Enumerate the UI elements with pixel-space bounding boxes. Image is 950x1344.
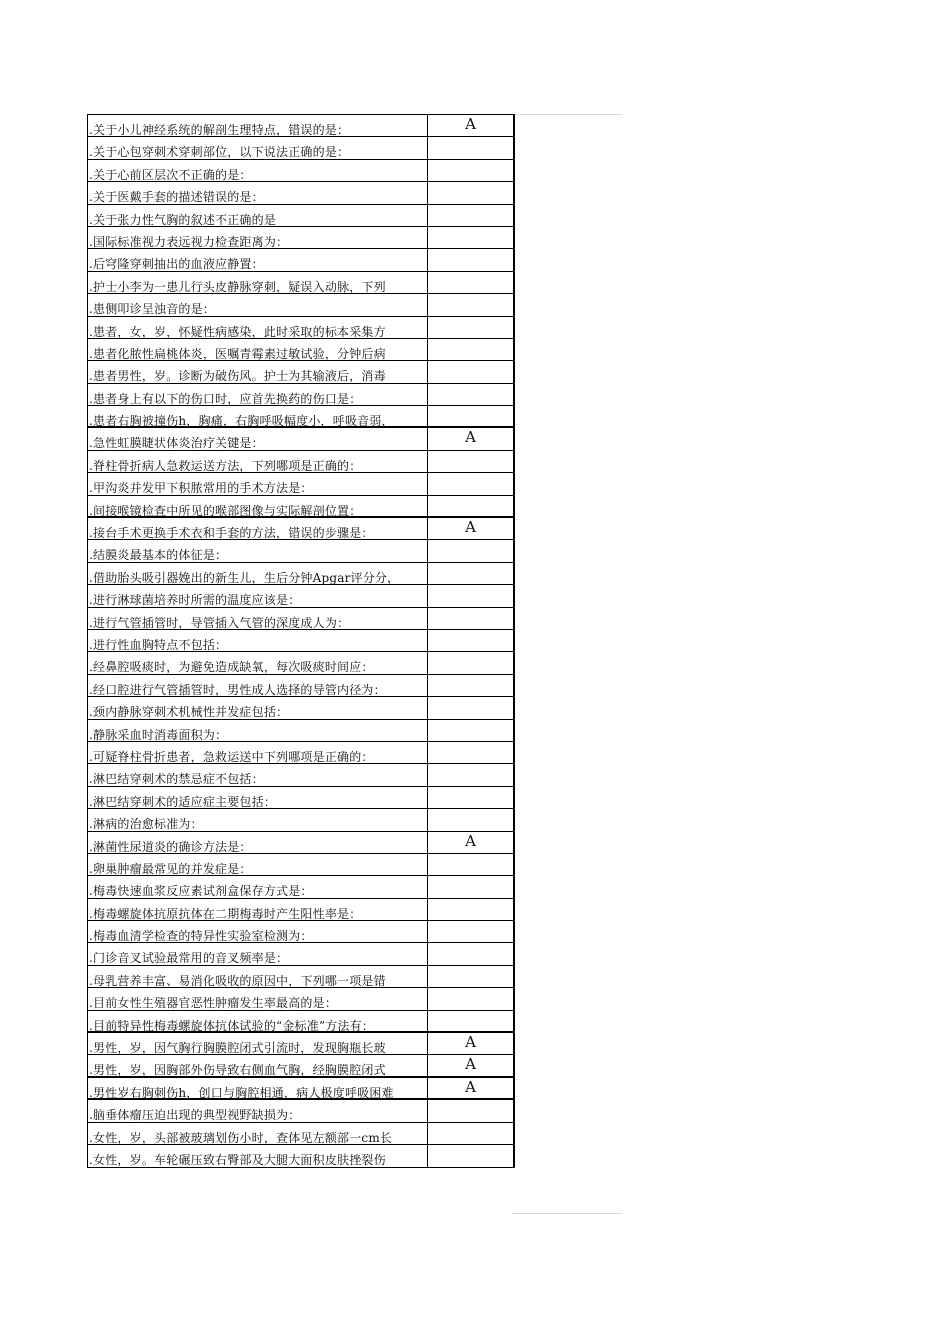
question-table [87, 114, 515, 1168]
table-row[interactable] [88, 787, 513, 809]
answer-cell[interactable] [428, 563, 513, 584]
question-cell[interactable]: .关于张力性气胸的叙述不正确的是 [88, 205, 428, 226]
answer-cell[interactable] [428, 1123, 513, 1144]
question-cell[interactable]: .卵巢肿瘤最常见的并发症是： [88, 854, 428, 875]
question-cell[interactable]: .梅毒血清学检查的特异性实验室检测为： [88, 921, 428, 942]
answer-cell[interactable] [428, 317, 513, 338]
question-cell[interactable]: .脊柱骨折病人急救运送方法，下列哪项是正确的： [88, 451, 428, 472]
answer-cell[interactable] [428, 473, 513, 494]
table-row[interactable] [88, 451, 513, 473]
table-row[interactable] [88, 854, 513, 876]
question-cell[interactable]: .母乳营养丰富、易消化吸收的原因中，下列哪一项是错 [88, 966, 428, 987]
question-cell[interactable]: .男性岁右胸刺伤h，创口与胸腔相通，病人极度呼吸困难 [88, 1078, 428, 1098]
answer-cell[interactable] [428, 943, 513, 964]
answer-cell[interactable] [428, 697, 513, 718]
table-row[interactable] [88, 294, 513, 316]
question-cell[interactable]: .可疑脊柱骨折患者，急救运送中下列哪项是正确的： [88, 742, 428, 763]
answer-cell[interactable] [428, 1011, 513, 1031]
question-cell[interactable]: .患者右胸被撞伤h，胸痛，右胸呼吸幅度小，呼吸音弱， [88, 406, 428, 426]
table-row[interactable] [88, 1033, 513, 1055]
answer-cell[interactable] [428, 1100, 513, 1121]
answer-cell[interactable] [428, 1145, 513, 1167]
question-cell[interactable]: .女性，岁。车轮碾压致右臀部及大腿大面积皮肤挫裂伤 [88, 1145, 428, 1167]
answer-cell[interactable] [428, 921, 513, 942]
table-row[interactable] [88, 608, 513, 630]
table-row[interactable] [88, 227, 513, 249]
answer-cell[interactable] [428, 720, 513, 741]
answer-cell[interactable]: A [465, 1055, 476, 1074]
answer-cell[interactable]: A [465, 1077, 476, 1096]
table-row[interactable] [88, 1100, 513, 1122]
answer-cell[interactable] [428, 496, 513, 516]
answer-cell[interactable] [428, 540, 513, 561]
question-cell[interactable]: .经鼻腔吸痰时，为避免造成缺氧，每次吸痰时间应： [88, 652, 428, 673]
answer-cell[interactable] [428, 384, 513, 405]
table-row[interactable] [88, 182, 513, 204]
table-row[interactable] [88, 205, 513, 227]
table-row[interactable] [88, 988, 513, 1010]
question-cell[interactable]: .男性，岁，因胸部外伤导致右侧血气胸，经胸膜腔闭式 [88, 1055, 428, 1075]
question-cell[interactable]: .借助胎头吸引器娩出的新生儿，生后分钟Apgar评分分， [88, 563, 428, 584]
answer-cell[interactable] [428, 787, 513, 808]
answer-cell[interactable] [428, 854, 513, 875]
question-cell[interactable]: .患者身上有以下的伤口时，应首先换药的伤口是： [88, 384, 428, 405]
table-row[interactable] [88, 652, 513, 674]
question-cell[interactable]: .间接喉镜检查中所见的喉部图像与实际解剖位置： [88, 496, 428, 516]
question-cell[interactable]: .经口腔进行气管插管时，男性成人选择的导管内径为： [88, 675, 428, 696]
question-cell[interactable]: .患者男性，岁。诊断为破伤风。护士为其输液后，消毒 [88, 361, 428, 382]
question-cell[interactable]: .进行性血胸特点不包括： [88, 630, 428, 651]
answer-cell[interactable] [428, 966, 513, 987]
answer-cell[interactable] [428, 406, 513, 426]
answer-cell[interactable] [428, 294, 513, 315]
question-cell[interactable]: .淋病的治愈标准为： [88, 809, 428, 830]
sheet-gridline-bottom [512, 1213, 622, 1214]
question-cell[interactable]: .关于小儿神经系统的解剖生理特点，错误的是： [88, 115, 428, 136]
table-row[interactable] [88, 428, 513, 450]
answer-cell[interactable] [428, 899, 513, 920]
question-cell[interactable]: .患者，女，岁，怀疑性病感染，此时采取的标本采集方 [88, 317, 428, 338]
question-cell[interactable]: .患侧叩诊呈浊音的是： [88, 294, 428, 315]
question-cell[interactable]: .门诊音叉试验最常用的音叉频率是： [88, 943, 428, 964]
answer-cell[interactable] [428, 988, 513, 1009]
table-row[interactable] [88, 809, 513, 831]
table-row[interactable] [88, 899, 513, 921]
question-cell[interactable]: .梅毒螺旋体抗原抗体在二期梅毒时产生阳性率是： [88, 899, 428, 920]
question-cell[interactable]: .目前女性生殖器官恶性肿瘤发生率最高的是： [88, 988, 428, 1009]
question-cell[interactable]: .关于心包穿刺术穿刺部位，以下说法正确的是： [88, 137, 428, 158]
table-row[interactable] [88, 1145, 513, 1167]
question-cell[interactable]: .女性，岁，头部被玻璃划伤小时，查体见左额部一cm长 [88, 1123, 428, 1144]
answer-cell[interactable] [428, 630, 513, 651]
question-cell[interactable]: .脑垂体瘤压迫出现的典型视野缺损为： [88, 1100, 428, 1121]
answer-cell[interactable] [428, 675, 513, 696]
table-row[interactable] [88, 630, 513, 652]
answer-cell[interactable] [428, 137, 513, 158]
question-cell[interactable]: .淋巴结穿刺术的禁忌症不包括： [88, 764, 428, 785]
table-row[interactable] [88, 742, 513, 764]
table-row[interactable] [88, 473, 513, 495]
answer-cell[interactable] [428, 205, 513, 226]
answer-cell[interactable]: A [465, 831, 476, 850]
table-row[interactable] [88, 1078, 513, 1100]
answer-cell[interactable] [428, 652, 513, 673]
question-cell[interactable]: .护士小李为一患儿行头皮静脉穿刺，疑误入动脉，下列 [88, 272, 428, 293]
question-cell[interactable]: .患者化脓性扁桃体炎，医嘱青霉素过敏试验，分钟后病 [88, 339, 428, 360]
table-row[interactable] [88, 876, 513, 898]
answer-cell[interactable] [428, 249, 513, 270]
answer-cell[interactable] [428, 361, 513, 382]
question-cell[interactable]: .男性，岁，因气胸行胸膜腔闭式引流时，发现胸瓶长玻 [88, 1033, 428, 1054]
question-cell[interactable]: .目前特异性梅毒螺旋体抗体试验的“金标准”方法有： [88, 1011, 428, 1031]
question-cell[interactable]: .接台手术更换手术衣和手套的方法，错误的步骤是： [88, 518, 428, 539]
question-cell[interactable]: .进行气管插管时，导管插入气管的深度成人为： [88, 608, 428, 629]
table-row[interactable] [88, 966, 513, 988]
answer-cell[interactable] [428, 451, 513, 472]
question-cell[interactable]: .梅毒快速血浆反应素试剂盒保存方式是： [88, 876, 428, 897]
table-row[interactable] [88, 832, 513, 854]
table-row[interactable] [88, 720, 513, 742]
answer-cell[interactable]: A [465, 1033, 476, 1052]
table-row[interactable] [88, 272, 513, 294]
table-row[interactable] [88, 1123, 513, 1145]
table-row[interactable] [88, 518, 513, 540]
answer-cell[interactable] [428, 585, 513, 606]
question-cell[interactable]: .急性虹膜睫状体炎治疗关键是： [88, 428, 428, 449]
table-row[interactable] [88, 1055, 513, 1077]
answer-cell[interactable]: A [465, 428, 476, 447]
answer-cell[interactable]: A [465, 518, 476, 537]
table-row[interactable] [88, 697, 513, 719]
question-cell[interactable]: .进行淋球菌培养时所需的温度应该是： [88, 585, 428, 606]
question-cell[interactable]: .淋巴结穿刺术的适应症主要包括： [88, 787, 428, 808]
question-cell[interactable]: .国际标准视力表远视力检查距离为： [88, 227, 428, 248]
answer-cell[interactable] [428, 809, 513, 830]
table-row[interactable] [88, 339, 513, 361]
table-row[interactable] [88, 764, 513, 786]
table-row[interactable] [88, 115, 513, 137]
table-row[interactable] [88, 943, 513, 965]
question-cell[interactable]: .关于医戴手套的描述错误的是： [88, 182, 428, 203]
table-row[interactable] [88, 496, 513, 518]
answer-cell[interactable] [428, 876, 513, 897]
answer-cell[interactable] [428, 339, 513, 360]
answer-cell[interactable] [428, 160, 513, 181]
table-row[interactable] [88, 675, 513, 697]
answer-cell[interactable] [428, 227, 513, 248]
question-cell[interactable]: .甲沟炎并发甲下积脓常用的手术方法是： [88, 473, 428, 494]
question-cell[interactable]: .结膜炎最基本的体征是： [88, 540, 428, 561]
answer-cell[interactable] [428, 608, 513, 629]
question-cell[interactable]: .静脉采血时消毒面积为： [88, 720, 428, 741]
question-cell[interactable]: .淋菌性尿道炎的确诊方法是： [88, 832, 428, 853]
answer-cell[interactable] [428, 764, 513, 785]
answer-cell[interactable] [428, 742, 513, 763]
table-row[interactable] [88, 317, 513, 339]
table-row[interactable] [88, 249, 513, 271]
sheet-gridline-top [512, 114, 622, 115]
table-row[interactable] [88, 160, 513, 182]
answer-cell[interactable] [428, 182, 513, 203]
table-row[interactable] [88, 563, 513, 585]
answer-cell[interactable]: A [465, 115, 476, 133]
table-row[interactable] [88, 585, 513, 607]
question-cell[interactable]: .关于心前区层次不正确的是： [88, 160, 428, 181]
table-row[interactable] [88, 384, 513, 406]
table-row[interactable] [88, 1011, 513, 1033]
question-cell[interactable]: .后穹隆穿刺抽出的血液应静置： [88, 249, 428, 270]
table-row[interactable] [88, 406, 513, 428]
table-row[interactable] [88, 540, 513, 562]
answer-cell[interactable] [428, 272, 513, 293]
table-row[interactable] [88, 361, 513, 383]
table-row[interactable] [88, 137, 513, 159]
question-cell[interactable]: .颈内静脉穿刺术机械性并发症包括： [88, 697, 428, 718]
table-row[interactable] [88, 921, 513, 943]
